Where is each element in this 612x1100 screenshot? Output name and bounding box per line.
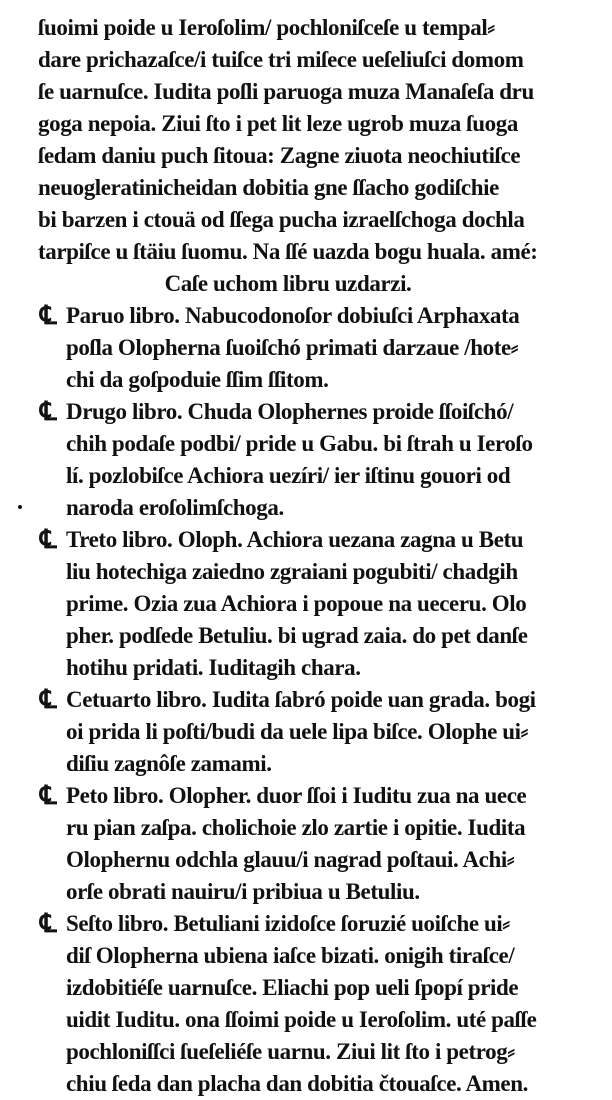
paragraph-3-line: pher. podſede Betuliu. bi ugrad zaia. do pet danſe [66, 623, 528, 648]
paragraph-1-line: poſla Olopherna ſuoiſchó primati darzaue /hote⸗ [66, 335, 519, 360]
stray-ink-dot [18, 505, 22, 509]
paragraph-5-line: ru pian zaſpa. cholichoie zlo zartie i opitie. Iudita [66, 815, 526, 840]
paragraph-3-line: hotihu pridati. Iuditagih chara. [66, 655, 361, 680]
paragraph-6-line: izdobitiéſe uarnuſce. Eliachi pop ueli ſpopí pride [66, 975, 519, 1000]
text-line: goga nepoia. Ziui ſto i pet lit leze ugrob muza ſuoga [38, 111, 518, 136]
text-line: ſe uarnuſce. Iudita poſli paruoga muza Manaſeſa dru [38, 79, 534, 104]
paragraph-3-line [38, 524, 598, 556]
paragraph-mark-icon: ℄ [40, 781, 57, 810]
paragraph-3-line: prime. Ozia zua Achiora i popoue na ueceru. Olo [66, 591, 527, 616]
paragraph-6-line: chiu ſeda dan placha dan dobitia čtouaſce. Amen. [66, 1071, 528, 1096]
paragraph-6-line: uidit Iuditu. ona ſſoimi poide u Ieroſolim. uté paſſe [66, 1007, 537, 1032]
paragraph-6-line [38, 908, 598, 940]
paragraph-text: Treto libro. Oloph. Achiora uezana zagna u Betu [66, 527, 524, 552]
paragraph-2-line: lí. pozlobiſce Achiora uezíri/ ier iſtinu gouori od [66, 463, 511, 488]
paragraph-6-line: diſ Olopherna ubiena iaſce bizati. onigih tiraſce/ [66, 943, 515, 968]
paragraph-mark-icon: ℄ [40, 685, 57, 714]
paragraph-text: Drugo libro. Chuda Olophernes proide ſſoiſchó/ [66, 399, 514, 424]
text-block [38, 12, 598, 1100]
paragraph-text: Paruo libro. Nabucodonoſor dobiuſci Arphaxata [66, 303, 520, 328]
paragraph-mark-icon: ℄ [40, 909, 57, 938]
text-line: tarpiſce u ſtäiu ſuomu. Na ſſé uazda bogu huala. amé: [38, 239, 538, 264]
text-line: neuogleratinicheidan dobitia gne ſſacho godiſchie [38, 175, 499, 200]
paragraph-mark-icon: ℄ [40, 397, 57, 426]
paragraph-6-line: pochloniſſci ſueſeliéſe uarnu. Ziui lit ſto i petrog⸗ [66, 1039, 515, 1064]
paragraph-5-line: Olophernu odchla glauu/i nagrad poſtaui. Achi⸗ [66, 847, 515, 872]
text-line: dare prichazaſce/i tuiſce tri miſece ueſeliuſci domom [38, 47, 524, 72]
paragraph-2-line [38, 396, 598, 428]
paragraph-5-line: orſe obrati nauiru/i pribiua u Betuliu. [66, 879, 420, 904]
paragraph-4-line: oi prida li poſti/budi da uele lipa biſce. Olophe ui⸗ [66, 719, 528, 744]
paragraph-mark-icon: ℄ [40, 525, 57, 554]
text-line: ſuoimi poide u Ieroſolim/ pochloniſceſe u tempal⸗ [38, 15, 495, 40]
paragraph-2-line: chih podaſe podbi/ pride u Gabu. bi ſtrah u Ieroſo [66, 431, 533, 456]
text-line: ſedam daniu puch ſitoua: Zagne ziuota neochiutiſce [38, 143, 521, 168]
closing-line: Caſe uchom libru uzdarzi. [164, 271, 412, 296]
paragraph-mark-icon: ℄ [40, 301, 57, 330]
paragraph-2-line: naroda eroſolimſchoga. [66, 495, 284, 520]
paragraph-1-line: chi da goſpoduie ſſim ſſitom. [66, 367, 329, 392]
paragraph-5-line [38, 780, 598, 812]
paragraph-4-line: diſiu zagnôſe zamami. [66, 751, 272, 776]
paragraph-3-line: liu hotechiga zaiedno zgraiani pogubiti/ chadgih [66, 559, 518, 584]
paragraph-1-line [38, 300, 598, 332]
paragraph-text: Seſto libro. Betuliani izidoſce ſoruzié uoiſche ui⸗ [66, 911, 510, 936]
paragraph-text: Cetuarto libro. Iudita ſabró poide uan grada. bogi [66, 687, 536, 712]
paragraph-4-line [38, 684, 598, 716]
text-line: bi barzen i ctouä od ſſega pucha izraelſchoga dochla [38, 207, 525, 232]
paragraph-text: Peto libro. Olopher. duor ſſoi i Iuditu zua na uece [66, 783, 527, 808]
